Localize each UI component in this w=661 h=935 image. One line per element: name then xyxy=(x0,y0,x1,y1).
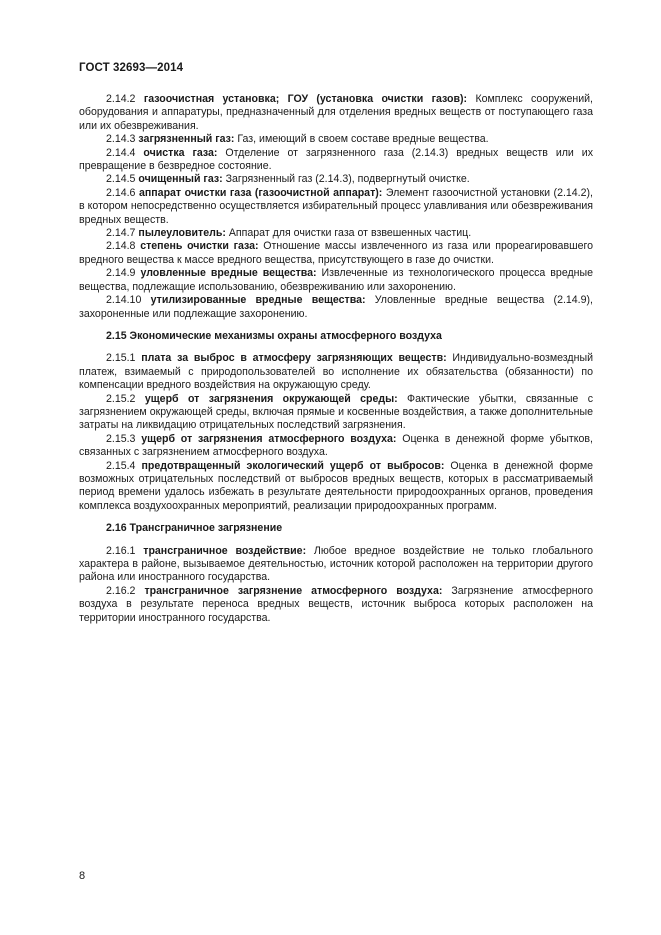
definition-2-16-1 xyxy=(79,545,593,585)
clause-number: 2.14.2 xyxy=(106,93,136,105)
definition-text: Оценка в денежной форме убытков, связанных с загрязнением атмосферного воздуха. xyxy=(79,432,593,459)
term-abbreviation: ГОУ (установка очистки газов): xyxy=(279,93,468,105)
clause-number: 2.15.4 xyxy=(106,459,136,472)
term: плата за выброс в атмосферу загрязняющих веществ: xyxy=(141,352,447,365)
definition-2-14-2 xyxy=(79,93,593,133)
definition-text: Оценка в денежной форме возможных отрицательных последствий от выбросов вредных веществ, которых в рассматриваемый период времени удалось избежать в результате деятельности природоохранных органов, проведения комплекса воздухоохранных мероприятий, реализации природоохранных программ. xyxy=(79,459,593,512)
clause-number: 2.14.4 xyxy=(106,146,136,159)
definition-2-14-5 xyxy=(79,173,593,186)
clause-number: 2.15.2 xyxy=(106,392,136,405)
term: очистка газа: xyxy=(143,146,218,159)
clause-number: 2.15.3 xyxy=(106,432,136,445)
clause-number: 2.14.5 xyxy=(106,173,136,186)
clause-number: 2.14.3 xyxy=(106,133,136,146)
term: аппарат очистки газа (газоочистной аппарат): xyxy=(138,186,383,199)
definition-2-14-8 xyxy=(79,240,593,267)
term: пылеуловитель: xyxy=(138,227,226,240)
definition-2-14-6 xyxy=(79,187,593,227)
definition-2-14-7 xyxy=(79,227,593,240)
definition-text: Уловленные вредные вещества (2.14.9), захороненные или подлежащие захоронению. xyxy=(79,294,593,320)
term: трансграничное загрязнение атмосферного воздуха: xyxy=(144,584,443,597)
term: газоочистная установка; xyxy=(143,93,280,105)
clause-number: 2.16.2 xyxy=(106,584,136,597)
definition-2-15-1 xyxy=(79,352,593,392)
definition-text: Отделение от загрязненного газа (2.14.3) вредных веществ или их превращение в безвредное состояние. xyxy=(79,146,593,173)
term: очищенный газ: xyxy=(138,173,223,186)
definition-text: Фактические убытки, связанные с загрязнением окружающей среды, включая прямые и косвенные воздействия, а также дополнительные затраты на ликвидацию отрицательных последствий загрязнения. xyxy=(79,392,593,432)
section-heading-2-15: 2.15 Экономические механизмы охраны атмосферного воздуха xyxy=(106,329,442,342)
term: утилизированные вредные вещества: xyxy=(150,294,366,307)
definition-2-14-10 xyxy=(79,294,593,321)
definition-text: Загрязненный газ (2.14.3), подвергнутый очистке. xyxy=(222,173,470,186)
term: ущерб от загрязнения атмосферного воздуха: xyxy=(141,432,397,445)
definition-text: Извлеченные из технологического процесса вредные вещества, подлежащие использованию, обезвреживанию или захоронению. xyxy=(79,267,594,293)
term: уловленные вредные вещества: xyxy=(140,267,317,280)
definition-text: Комплекс сооружений, оборудования и аппаратуры, предназначенный для отделения вредных веществ от поступающего газа или их обезвреживания. xyxy=(79,93,594,132)
clause-number: 2.14.9 xyxy=(106,267,136,280)
page-number: 8 xyxy=(79,870,86,882)
definition-2-14-9 xyxy=(79,267,593,294)
document-header: ГОСТ 32693—2014 xyxy=(79,62,184,74)
definition-2-14-3 xyxy=(79,133,593,146)
term: ущерб от загрязнения окружающей среды: xyxy=(144,392,398,405)
definition-text: Элемент газоочистной установки (2.14.2), в котором непосредственно осуществляется избирательный процесс улавливания или обезвреживания вредных веществ. xyxy=(79,186,593,226)
term: степень очистки газа: xyxy=(140,240,259,253)
definition-text: Индивидуально-возмездный платеж, взимаемый с природопользователей во исполнение их обязательства (обязанности) по компенсации вредного воздействия на окружающую среду. xyxy=(79,352,593,392)
clause-number: 2.16.1 xyxy=(106,544,136,557)
definition-2-16-2 xyxy=(79,585,593,625)
term: трансграничное воздействие: xyxy=(143,544,307,557)
clause-number: 2.14.8 xyxy=(106,240,136,253)
definition-text: Газ, имеющий в своем составе вредные вещества. xyxy=(234,133,489,146)
section-heading-2-16: 2.16 Трансграничное загрязнение xyxy=(106,522,283,535)
term: загрязненный газ: xyxy=(138,133,235,146)
definition-2-14-4 xyxy=(79,147,593,174)
definition-2-15-4 xyxy=(79,460,593,514)
definition-text: Аппарат для очистки газа от взвешенных частиц. xyxy=(225,227,472,240)
definition-text: Отношение массы извлеченного из газа или прореагировавшего вредного вещества к массе вредного вещества, присутствующего в газе до очистки. xyxy=(79,240,593,266)
clause-number: 2.14.7 xyxy=(106,227,136,240)
definition-text: Загрязнение атмосферного воздуха в результате переноса вредных веществ, источник выброса которых расположен на территории иностранного государства. xyxy=(79,584,593,624)
clause-number: 2.15.1 xyxy=(106,352,136,365)
clause-number: 2.14.10 xyxy=(106,294,142,307)
definition-2-15-3 xyxy=(79,433,593,460)
document-body xyxy=(79,93,593,625)
definition-2-15-2 xyxy=(79,393,593,433)
definition-text: Любое вредное воздействие не только глобального характера в районе, вызываемое деятельностью, источник которой расположен на территории другого района или иностранного государства. xyxy=(79,544,593,584)
term: предотвращенный экологический ущерб от выбросов: xyxy=(141,459,445,472)
clause-number: 2.14.6 xyxy=(106,186,136,199)
